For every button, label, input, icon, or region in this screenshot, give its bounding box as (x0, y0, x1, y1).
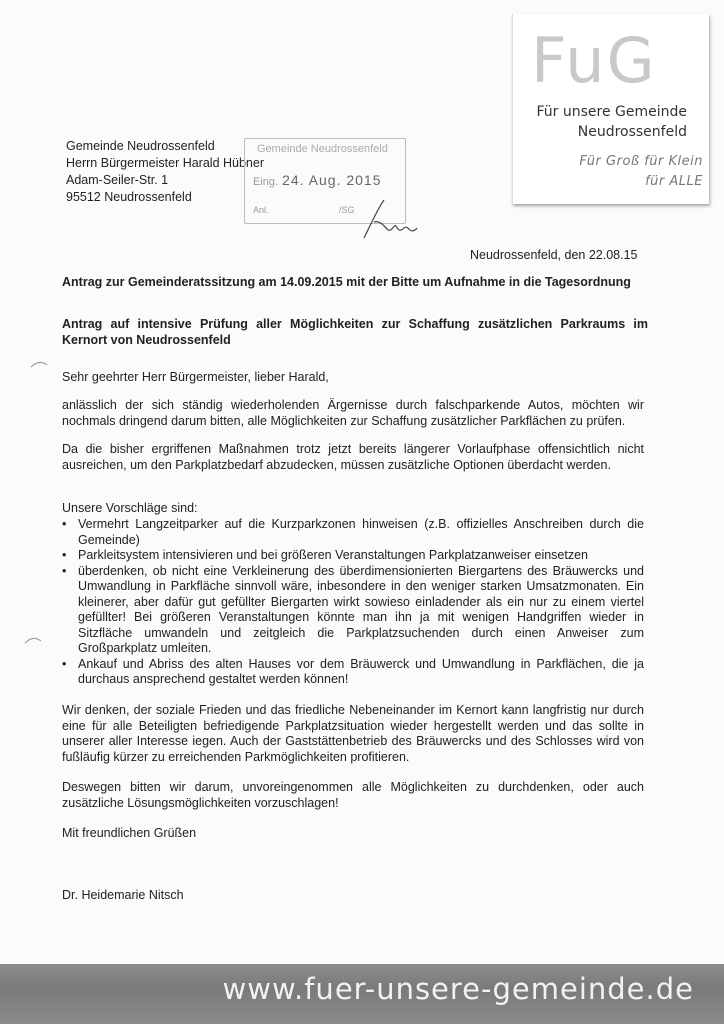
stamp-received-label: Eing. (253, 176, 279, 188)
punch-mark (30, 360, 48, 368)
logo-slogan-line2: für ALLE (645, 174, 703, 189)
suggestion-text: Vermehrt Langzeitparker auf die Kurzparkzonen hinweisen (z.B. offizielles Anschreiben durch die Gemeinde) (78, 517, 644, 547)
suggestion-text: Ankauf und Abriss des alten Hauses vor dem Bräuwerck und Umwandlung in Parkflächen, die ja durchaus ansprechend gestaltet werden können! (78, 656, 644, 686)
logo-tagline-line1: Für unsere Gemeinde (536, 104, 687, 120)
salutation: Sehr geehrter Herr Bürgermeister, lieber Harald, (62, 370, 329, 384)
stamp-ref-label: /SG (339, 205, 355, 215)
logo-mark-text: FuG (531, 24, 657, 92)
logo-slogan (513, 152, 703, 192)
suggestion-text: überdenken, ob nicht eine Verkleinerung des überdimensionierten Biergartens des Bräuwercks und Umwandlung in Parkfläche sinnvoll wäre, inbesondere in den weniger starken Umsatzmonaten. Ein kleinerer, aber dafür gut gefüllter Biergarten wirkt sowieso einladender als ein nur zu einem viertel gefüllter! Bei größeren Veranstaltungen könnte man ihn ja mit wenigen Handgriffen wieder in Sitzfläche umwandeln und zeitgleich die Parkplatzsuchenden durch einen Anweiser zum Großparkplatz umleiten. (78, 563, 644, 655)
list-item (62, 517, 644, 548)
paragraph-1: anlässlich der sich ständig wiederholenden Ärgernisse durch falschparkende Autos, möchten wir nochmals dringend darum bitten, alle Möglichkeiten zur Schaffung zusätzlicher Parkflächen zu prüfen. (62, 398, 644, 428)
party-logo-box (512, 14, 709, 204)
fug-logo-mark (529, 22, 699, 92)
footer-url: www.fuer-unsere-gemeinde.de (222, 972, 694, 1006)
recipient-line: Gemeinde Neudrossenfeld (66, 139, 215, 153)
punch-mark (24, 636, 42, 644)
stamp-attachments-label: Anl. (253, 205, 269, 215)
paragraph-2: Da die bisher ergriffenen Maßnahmen trotz jetzt bereits längerer Vorlaufphase offensichtlich nicht ausreichen, um den Parkplatzbedarf abzudecken, müssen zusätzliche Optionen überdacht werden. (62, 442, 644, 472)
stamp-header: Gemeinde Neudrossenfeld (257, 143, 388, 155)
bullet-icon: • (62, 656, 67, 671)
handwritten-initials (360, 196, 418, 240)
stamp-received (253, 172, 382, 188)
list-item (62, 657, 644, 688)
date-line: Neudrossenfeld, den 22.08.15 (470, 248, 638, 262)
paragraph-4: Deswegen bitten wir darum, unvoreingenommen alle Möglichkeiten zu durchdenken, oder auch zusätzliche Lösungsmöglichkeiten vorzuschlagen! (62, 780, 644, 810)
subject-line-2: Antrag auf intensive Prüfung aller Möglichkeiten zur Schaffung zusätzlichen Parkraums im Kernort von Neudrossenfeld (62, 317, 648, 347)
list-item (62, 564, 644, 657)
bullet-icon: • (62, 548, 67, 562)
bullet-icon: • (62, 517, 67, 531)
signer-name: Dr. Heidemarie Nitsch (62, 888, 184, 902)
logo-tagline-line2: Neudrossenfeld (577, 124, 687, 140)
recipient-line: Herrn Bürgermeister Harald Hübner (66, 156, 264, 170)
suggestion-text: Parkleitsystem intensivieren und bei größeren Veranstaltungen Parkplatzanweiser einsetzen (78, 548, 589, 562)
suggestions-list (62, 517, 644, 688)
footer-band (0, 964, 724, 1024)
subject-line-1: Antrag zur Gemeinderatssitzung am 14.09.2015 mit der Bitte um Aufnahme in die Tagesordnung (62, 275, 631, 289)
recipient-address (66, 138, 264, 206)
bullet-icon: • (62, 563, 67, 578)
closing: Mit freundlichen Grüßen (62, 826, 197, 840)
paragraph-3: Wir denken, der soziale Frieden und das friedliche Nebeneinander im Kernort kann langfristig nur durch eine für alle Beteiligten befriedigende Parkplatzsituation wieder hergestellt werden und das sollte in unserer aller Interesse iegen. Auch der Gaststättenbetrieb des Bräuwercks und des Schlosses wird von fußläufig kürzer zu erreichenden Parkmöglichkeiten profitieren. (62, 703, 644, 764)
recipient-line: 95512 Neudrossenfeld (66, 190, 192, 204)
logo-tagline (536, 102, 687, 142)
list-item (62, 548, 644, 564)
logo-slogan-line1: Für Groß für Klein (579, 154, 703, 169)
recipient-line: Adam-Seiler-Str. 1 (66, 173, 169, 187)
suggestions-intro: Unsere Vorschläge sind: (62, 501, 198, 515)
stamp-received-date: 24. Aug. 2015 (282, 172, 382, 188)
